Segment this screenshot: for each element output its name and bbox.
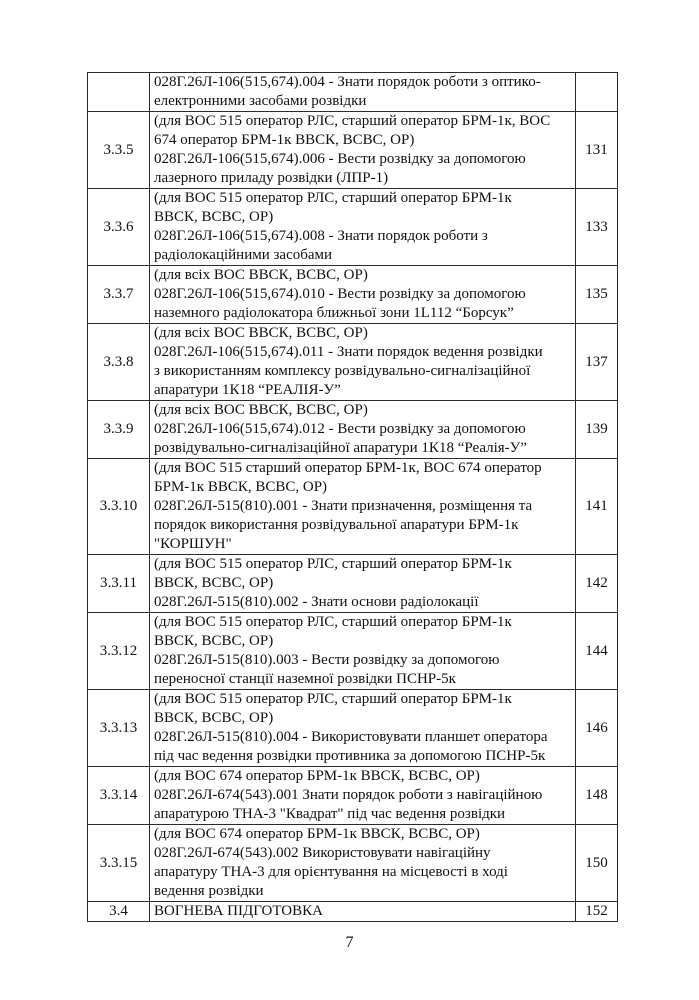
description-line: переносної станції наземної розвідки ПСНР-5к bbox=[154, 671, 456, 687]
contents-row bbox=[88, 825, 618, 902]
description-line: ВВСК, ВСВС, ОР) bbox=[154, 575, 274, 591]
description-line: 028Г.26Л-106(515,674).006 - Вести розвідку за допомогою bbox=[154, 151, 526, 167]
description-line: з використанням комплексу розвідувально-сигналізаційної bbox=[154, 363, 531, 379]
section-number: 3.3.6 bbox=[88, 189, 150, 266]
description-line: (для ВОС 674 оператор БРМ-1к ВВСК, ВСВС, ОР) bbox=[154, 768, 480, 784]
description-line: наземного радіолокатора ближньої зони 1L112 “Борсук” bbox=[154, 305, 514, 321]
description-line: 028Г.26Л-674(543).002 Використовувати навігаційну bbox=[154, 845, 491, 861]
description-line: розвідувально-сигналізаційної апаратури 1К18 “Реалія-У” bbox=[154, 440, 527, 456]
section-number: 3.3.14 bbox=[88, 767, 150, 825]
description-line: ВВСК, ВСВС, ОР) bbox=[154, 633, 274, 649]
section-number: 3.3.7 bbox=[88, 266, 150, 324]
description-line: 028Г.26Л-515(810).003 - Вести розвідку за допомогою bbox=[154, 652, 500, 668]
section-description bbox=[150, 767, 576, 825]
section-description bbox=[150, 902, 576, 922]
description-line: апаратури 1К18 “РЕАЛІЯ-У” bbox=[154, 382, 341, 398]
description-line: електронними засобами розвідки bbox=[154, 93, 367, 109]
contents-row bbox=[88, 189, 618, 266]
page-reference: 142 bbox=[576, 555, 618, 613]
description-line: 028Г.26Л-674(543).001 Знати порядок роботи з навігаційною bbox=[154, 787, 543, 803]
section-number: 3.3.13 bbox=[88, 690, 150, 767]
contents-table-body bbox=[88, 73, 618, 922]
section-description bbox=[150, 401, 576, 459]
description-line: (для всіх ВОС ВВСК, ВСВС, ОР) bbox=[154, 267, 368, 283]
page-reference: 139 bbox=[576, 401, 618, 459]
section-number: 3.3.11 bbox=[88, 555, 150, 613]
description-line: ВОГНЕВА ПІДГОТОВКА bbox=[154, 903, 323, 919]
section-description bbox=[150, 324, 576, 401]
page-reference: 135 bbox=[576, 266, 618, 324]
description-line: 028Г.26Л-106(515,674).008 - Знати порядок роботи з bbox=[154, 228, 488, 244]
description-line: апаратуру ТНА-3 для орієнтування на місцевості в ході bbox=[154, 864, 508, 880]
description-line: (для всіх ВОС ВВСК, ВСВС, ОР) bbox=[154, 325, 368, 341]
description-line: 028Г.26Л-515(810).002 - Знати основи радіолокації bbox=[154, 594, 479, 610]
section-description bbox=[150, 459, 576, 555]
section-description bbox=[150, 825, 576, 902]
contents-row bbox=[88, 112, 618, 189]
description-line: 028Г.26Л-106(515,674).004 - Знати порядок роботи з оптико- bbox=[154, 74, 541, 90]
description-line: радіолокаційними засобами bbox=[154, 247, 333, 263]
description-line: (для ВОС 515 оператор РЛС, старший оператор БРМ-1к bbox=[154, 190, 512, 206]
description-line: (для ВОС 515 оператор РЛС, старший оператор БРМ-1к bbox=[154, 691, 512, 707]
contents-row bbox=[88, 902, 618, 922]
contents-row bbox=[88, 459, 618, 555]
description-line: (для ВОС 515 оператор РЛС, старший оператор БРМ-1к, ВОС bbox=[154, 113, 551, 129]
section-description bbox=[150, 73, 576, 112]
section-description bbox=[150, 112, 576, 189]
description-line: 028Г.26Л-106(515,674).012 - Вести розвідку за допомогою bbox=[154, 421, 526, 437]
section-number: 3.3.10 bbox=[88, 459, 150, 555]
section-number bbox=[88, 73, 150, 112]
description-line: під час ведення розвідки противника за допомогою ПСНР-5к bbox=[154, 748, 546, 764]
page-reference: 131 bbox=[576, 112, 618, 189]
section-description bbox=[150, 613, 576, 690]
page-reference: 144 bbox=[576, 613, 618, 690]
page-reference bbox=[576, 73, 618, 112]
description-line: (для ВОС 515 старший оператор БРМ-1к, ВОС 674 оператор bbox=[154, 460, 542, 476]
contents-row bbox=[88, 613, 618, 690]
section-number: 3.3.9 bbox=[88, 401, 150, 459]
page-reference: 141 bbox=[576, 459, 618, 555]
section-description bbox=[150, 266, 576, 324]
description-line: ВВСК, ВСВС, ОР) bbox=[154, 710, 274, 726]
description-line: лазерного приладу розвідки (ЛПР-1) bbox=[154, 170, 389, 186]
contents-row bbox=[88, 401, 618, 459]
contents-row bbox=[88, 767, 618, 825]
description-line: (для ВОС 515 оператор РЛС, старший оператор БРМ-1к bbox=[154, 556, 512, 572]
description-line: порядок використання розвідувальної апаратури БРМ-1к bbox=[154, 517, 519, 533]
section-description bbox=[150, 690, 576, 767]
section-number: 3.3.15 bbox=[88, 825, 150, 902]
contents-row bbox=[88, 555, 618, 613]
description-line: (для ВОС 674 оператор БРМ-1к ВВСК, ВСВС, ОР) bbox=[154, 826, 480, 842]
description-line: ведення розвідки bbox=[154, 883, 264, 899]
page-reference: 146 bbox=[576, 690, 618, 767]
description-line: БРМ-1к ВВСК, ВСВС, ОР) bbox=[154, 479, 328, 495]
section-description bbox=[150, 189, 576, 266]
section-number: 3.3.5 bbox=[88, 112, 150, 189]
contents-table bbox=[87, 72, 618, 922]
section-number: 3.3.12 bbox=[88, 613, 150, 690]
page-reference: 148 bbox=[576, 767, 618, 825]
description-line: 028Г.26Л-106(515,674).011 - Знати порядок ведення розвідки bbox=[154, 344, 543, 360]
description-line: 674 оператор БРМ-1к ВВСК, ВСВС, ОР) bbox=[154, 132, 415, 148]
page-reference: 150 bbox=[576, 825, 618, 902]
description-line: апаратурою ТНА-3 "Квадрат" під час ведення розвідки bbox=[154, 806, 506, 822]
description-line: 028Г.26Л-106(515,674).010 - Вести розвідку за допомогою bbox=[154, 286, 526, 302]
description-line: (для ВОС 515 оператор РЛС, старший оператор БРМ-1к bbox=[154, 614, 512, 630]
section-number: 3.3.8 bbox=[88, 324, 150, 401]
contents-row bbox=[88, 266, 618, 324]
description-line: "КОРШУН" bbox=[154, 536, 232, 552]
contents-row bbox=[88, 690, 618, 767]
page-reference: 137 bbox=[576, 324, 618, 401]
section-number: 3.4 bbox=[88, 902, 150, 922]
contents-row bbox=[88, 324, 618, 401]
contents-row bbox=[88, 73, 618, 112]
description-line: 028Г.26Л-515(810).004 - Використовувати планшет оператора bbox=[154, 729, 548, 745]
section-description bbox=[150, 555, 576, 613]
page-reference: 152 bbox=[576, 902, 618, 922]
page-number: 7 bbox=[345, 934, 354, 951]
description-line: 028Г.26Л-515(810).001 - Знати призначення, розміщення та bbox=[154, 498, 533, 514]
page-reference: 133 bbox=[576, 189, 618, 266]
description-line: ВВСК, ВСВС, ОР) bbox=[154, 209, 274, 225]
description-line: (для всіх ВОС ВВСК, ВСВС, ОР) bbox=[154, 402, 368, 418]
